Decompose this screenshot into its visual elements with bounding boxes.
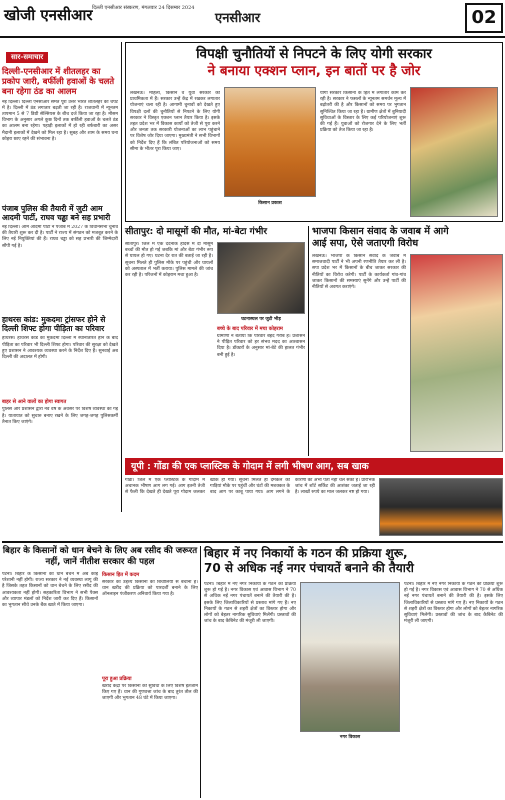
sitapur-body: सीतापुर। जिले में एक दर्दनाक हादसे में दो मासूम बच्चों की मौत हो गई जबकि मां और बेटा गंभीर रूप से घायल हो गए। घटना देर रात की बताई जा रही है। सूचना मिलते ही पुलिस मौके पर पहुंची और घायलों को अस्पताल में भर्ती कराया। पुलिस मामले की जांच कर रही है। परिजनों में कोहराम मचा हुआ है। [125,242,213,279]
bihar-nikay-headline-1: बिहार में नए निकायों के गठन की प्रक्रिया शुरू, [204,546,408,560]
bihar-nikay-story [204,546,503,798]
left-subhead-3: बाहर से आने वालों का होगा स्वागत [2,399,67,406]
bihar-nikay-caption: नगर विकास [339,735,361,740]
sitapur-subhead: बच्चे के बाद परिवार में मचा कोहराम [217,326,283,332]
fire-photo [379,478,503,536]
lead-photo-caption: किसान प्रकाश [258,201,282,206]
kisan-headline-2: आई सपा, ऐसे जताएगी विरोध [312,238,419,249]
section-divider [2,541,503,543]
lead-story [125,42,503,222]
bihar-kisan-body: पटना। बिहार के किसानों को धान बेचने में अब कोई परेशानी नहीं होगी। राज्य सरकार ने नई व्यवस्था लागू की है जिसके तहत किसानों को धान बेचने के लिए रसीद की आवश्यकता नहीं होगी। सहकारिता विभाग ने सभी पैक्स और व्यापार मंडलों को निर्देश जारी कर दिए हैं। किसानों का भुगतान सीधे उनके बैंक खाते में किया जाएगा। [2,572,98,609]
left-body-4: पुलिस और प्रशासन द्वारा नव वर्ष के अवसर पर विशेष व्यवस्था की गई है। यातायात को सुचारु बनाए रखने के लिए जगह-जगह पुलिसकर्मी तैनात किए जाएंगे। [2,407,118,425]
left-body-2: नई दिल्ली। आम आदमी पार्टी ने पंजाब में 2027 के विधानसभा चुनाव की तैयारी शुरू कर दी है। पार्टी ने राज्य में संगठन को मजबूत करने के लिए नई नियुक्तियां की हैं। राघव चड्ढा को सह प्रभारी की जिम्मेदारी सौंपी गई है। [2,225,118,249]
kisan-headline-1: भाजपा किसान संवाद के जवाब में आगे [312,226,449,237]
bihar-nikay-photo [300,582,400,732]
bihar-kisan-story [2,546,198,798]
fire-story [125,478,503,538]
left-column-divider [121,42,122,512]
bihar-kisan-subhead-2: पूरा हुआ प्रक्रिया [102,676,132,682]
lead-side-photo [410,87,498,217]
sitapur-caption: घटनास्थल पर जुटी भीड़ [241,317,281,322]
lead-headline-2: ने बनाया एक्शन प्लान, इन बातों पर है जोर [207,63,421,79]
masthead [0,0,505,38]
sitapur-sub-body: ग्रामीणों ने बताया कि परिवार बेहद गरीब है। प्रशासन ने पीड़ित परिवार को हर संभव मदद का आश्वासन दिया है। डॉक्टरों के अनुसार मां-बेटे की हालत गंभीर बनी हुई है। [217,334,305,358]
bihar-nikay-body: पटना। बिहार में नए नगर निकायों के गठन की प्रक्रिया शुरू हो गई है। नगर विकास एवं आवास विभाग ने 70 से अधिक नई नगर पंचायतें बनाने की तैयारी की है। इसके लिए जिलाधिकारियों से प्रस्ताव मांगे गए हैं। नए निकायों के गठन से शहरी क्षेत्रों का विस्तार होगा और लोगों को बेहतर नागरिक सुविधाएं मिलेंगी। प्रस्तावों की जांच के बाद कैबिनेट की मंजूरी ली जाएगी। [204,582,296,625]
left-subhead-1: पंजाब पुलिस की तैयारी में जुटी आम आदमी पार्टी, राघव चड्ढा बने सह प्रभारी [2,203,111,222]
bihar-nikay-body-2: पटना। बिहार में नए नगर निकायों के गठन की प्रक्रिया शुरू हो गई है। नगर विकास एवं आवास विभाग ने 70 से अधिक नई नगर पंचायतें बनाने की तैयारी की है। इसके लिए जिलाधिकारियों से प्रस्ताव मांगे गए हैं। नए निकायों के गठन से शहरी क्षेत्रों का विस्तार होगा और लोगों को बेहतर नागरिक सुविधाएं मिलेंगी। प्रस्तावों की जांच के बाद कैबिनेट की मंजूरी ली जाएगी। [404,582,503,625]
page-number: 02 [465,3,503,33]
sitapur-story [125,226,305,456]
lead-photo [224,87,316,197]
fire-headline-bar: यूपी : गोंडा की एक प्लास्टिक के गोदाम में लगी भीषण आग, सब खाक [125,458,503,475]
mid-divider [308,226,309,456]
bihar-kisan-subhead-1: किसान हित में कदम [102,572,140,578]
bottom-divider [200,546,201,798]
left-subhead-2: हाथरस कांड: मुकदमा ट्रांसफर होने से दिल्ली शिफ्ट होगा पीड़िता का परिवार [2,315,106,334]
lead-headline-1: विपक्षी चुनौतियों से निपटने के लिए योगी सरकार [196,46,432,62]
bihar-kisan-sub-body-1: सरकार का उद्देश्य किसानों को बिचौलियों से बचाना है। धान खरीद की प्रक्रिया को पारदर्शी बनाने के लिए ऑनलाइन पंजीकरण अनिवार्य किया गया है। [102,580,198,598]
kisan-photo [410,254,503,452]
bihar-kisan-sub-body-2: खरीद केंद्रों पर किसानों की सुविधा के लिए विशेष इंतजाम किए गए हैं। धान की गुणवत्ता जांच के बाद तुरंत तौल की जाएगी और भुगतान 48 घंटे में किया जाएगा। [102,684,198,702]
sitapur-headline: सीतापुर: दो मासूमों की मौत, मां-बेटा गंभीर [125,227,268,237]
lead-body: लखनऊ। महिला, किसान व युवा सरकार की प्राथमिकता में हैं। सरकार उन्हें केंद्र में रखकर लगातार योजनाएं चला रही है। आगामी चुनावों को देखते हुए विपक्षी दलों की चुनौतियों से निपटने के लिए योगी सरकार ने विस्तृत एक्शन प्लान तैयार किया है। इसके तहत प्रदेश भर में विकास कार्यों को तेजी से पूरा करने और जनता तक सरकारी योजनाओं का लाभ पहुंचाने पर विशेष जोर दिया जाएगा। मुख्यमंत्री ने सभी विभागों को निर्देश दिए हैं कि लंबित परियोजनाओं को समय सीमा के भीतर पूरा किया जाए। [130,91,220,152]
left-body-3: हाथरस। हाथरस कांड का मुकदमा दिल्ली में स्थानांतरित होने के बाद पीड़िता का परिवार भी दिल्ली शिफ्ट होगा। परिवार की सुरक्षा को देखते हुए प्रशासन ने आवश्यक व्यवस्था करने के निर्देश दिए हैं। सुनवाई अब दिल्ली की अदालत में होगी। [2,336,118,361]
section-tag: सार-समाचार [6,52,48,63]
kisan-body: लखनऊ। भाजपा के किसान संवाद के जवाब में समाजवादी पार्टी ने भी अपनी रणनीति तैयार कर ली है। सपा प्रदेश भर में किसानों के बीच जाकर सरकार की नीतियों का विरोध करेगी। पार्टी के कार्यकर्ता गांव-गांव जाकर किसानों की समस्याएं सुनेंगे और उन्हें पार्टी की नीतियों से अवगत कराएंगे। [312,254,406,291]
fire-body: गोंडा। जिले में एक प्लास्टिक के गोदाम में अचानक भीषण आग लग गई। आग इतनी तेजी से फैली कि देखते ही देखते पूरा गोदाम जलकर खाक हो गया। सूचना मिलते ही दमकल की गाड़ियां मौके पर पहुंचीं और घंटों की मशक्कत के बाद आग पर काबू पाया गया। आग लगने के कारणों का अभी पता नहीं चल सका है। प्रारंभिक जांच में शॉर्ट सर्किट की आशंका जताई जा रही है। लाखों रुपये का माल जलकर नष्ट हो गया। [125,478,375,496]
bihar-kisan-headline: बिहार के किसानों को धान बेचने के लिए अब रसीद की जरूरत नहीं, जानें नीतीश सरकार की पहल [2,546,198,567]
section-title: एनसीआर [215,11,261,26]
left-column [2,44,118,510]
kisan-story [312,226,503,456]
left-body: नई दिल्ली। दिल्ली एनसीआर समेत पूरा उत्तर भारत शीतलहर की चपेट में है। दिल्ली में ठंड लगातार बढ़ती जा रही है। राजधानी में न्यूनतम तापमान 5 से 7 डिग्री सेल्सियस के बीच दर्ज किया जा रहा है। मौसम विभाग के अनुसार अगले कुछ दिनों तक बर्फीली हवाओं के चलते ठंड का आलम बना रहेगा। पहाड़ी इलाकों में हो रही बर्फबारी का असर मैदानी इलाकों में देखने को मिल रहा है। सुबह और शाम के समय घना कोहरा छाए रहने की संभावना है। [2,99,118,142]
sitapur-photo [217,242,305,314]
left-headline: दिल्ली-एनसीआर में शीतलहर का प्रकोप जारी, बर्फीली हवाओं के चलते बना रहेगा ठंड का आलम [2,66,115,97]
brand-name: खोजी एनसीआर [4,6,93,24]
bihar-nikay-headline-2: 70 से अधिक नई नगर पंचायतें बनाने की तैयारी [204,561,414,575]
lead-side-body: योगी सरकार किसानों के हित में लगातार काम कर रही है। सरकार ने फसलों के न्यूनतम समर्थन मूल्य में बढ़ोतरी की है और किसानों को समय पर भुगतान सुनिश्चित किया जा रहा है। ग्रामीण क्षेत्रों में बुनियादी सुविधाओं के विस्तार के लिए कई परियोजनाएं शुरू की गई हैं। युवाओं को रोजगार देने के लिए भर्ती प्रक्रिया को तेज किया जा रहा है। [320,91,406,134]
dateline: दिल्ली एनसीआर संस्करण, मंगलवार 24 दिसम्बर 2024 [92,5,195,11]
